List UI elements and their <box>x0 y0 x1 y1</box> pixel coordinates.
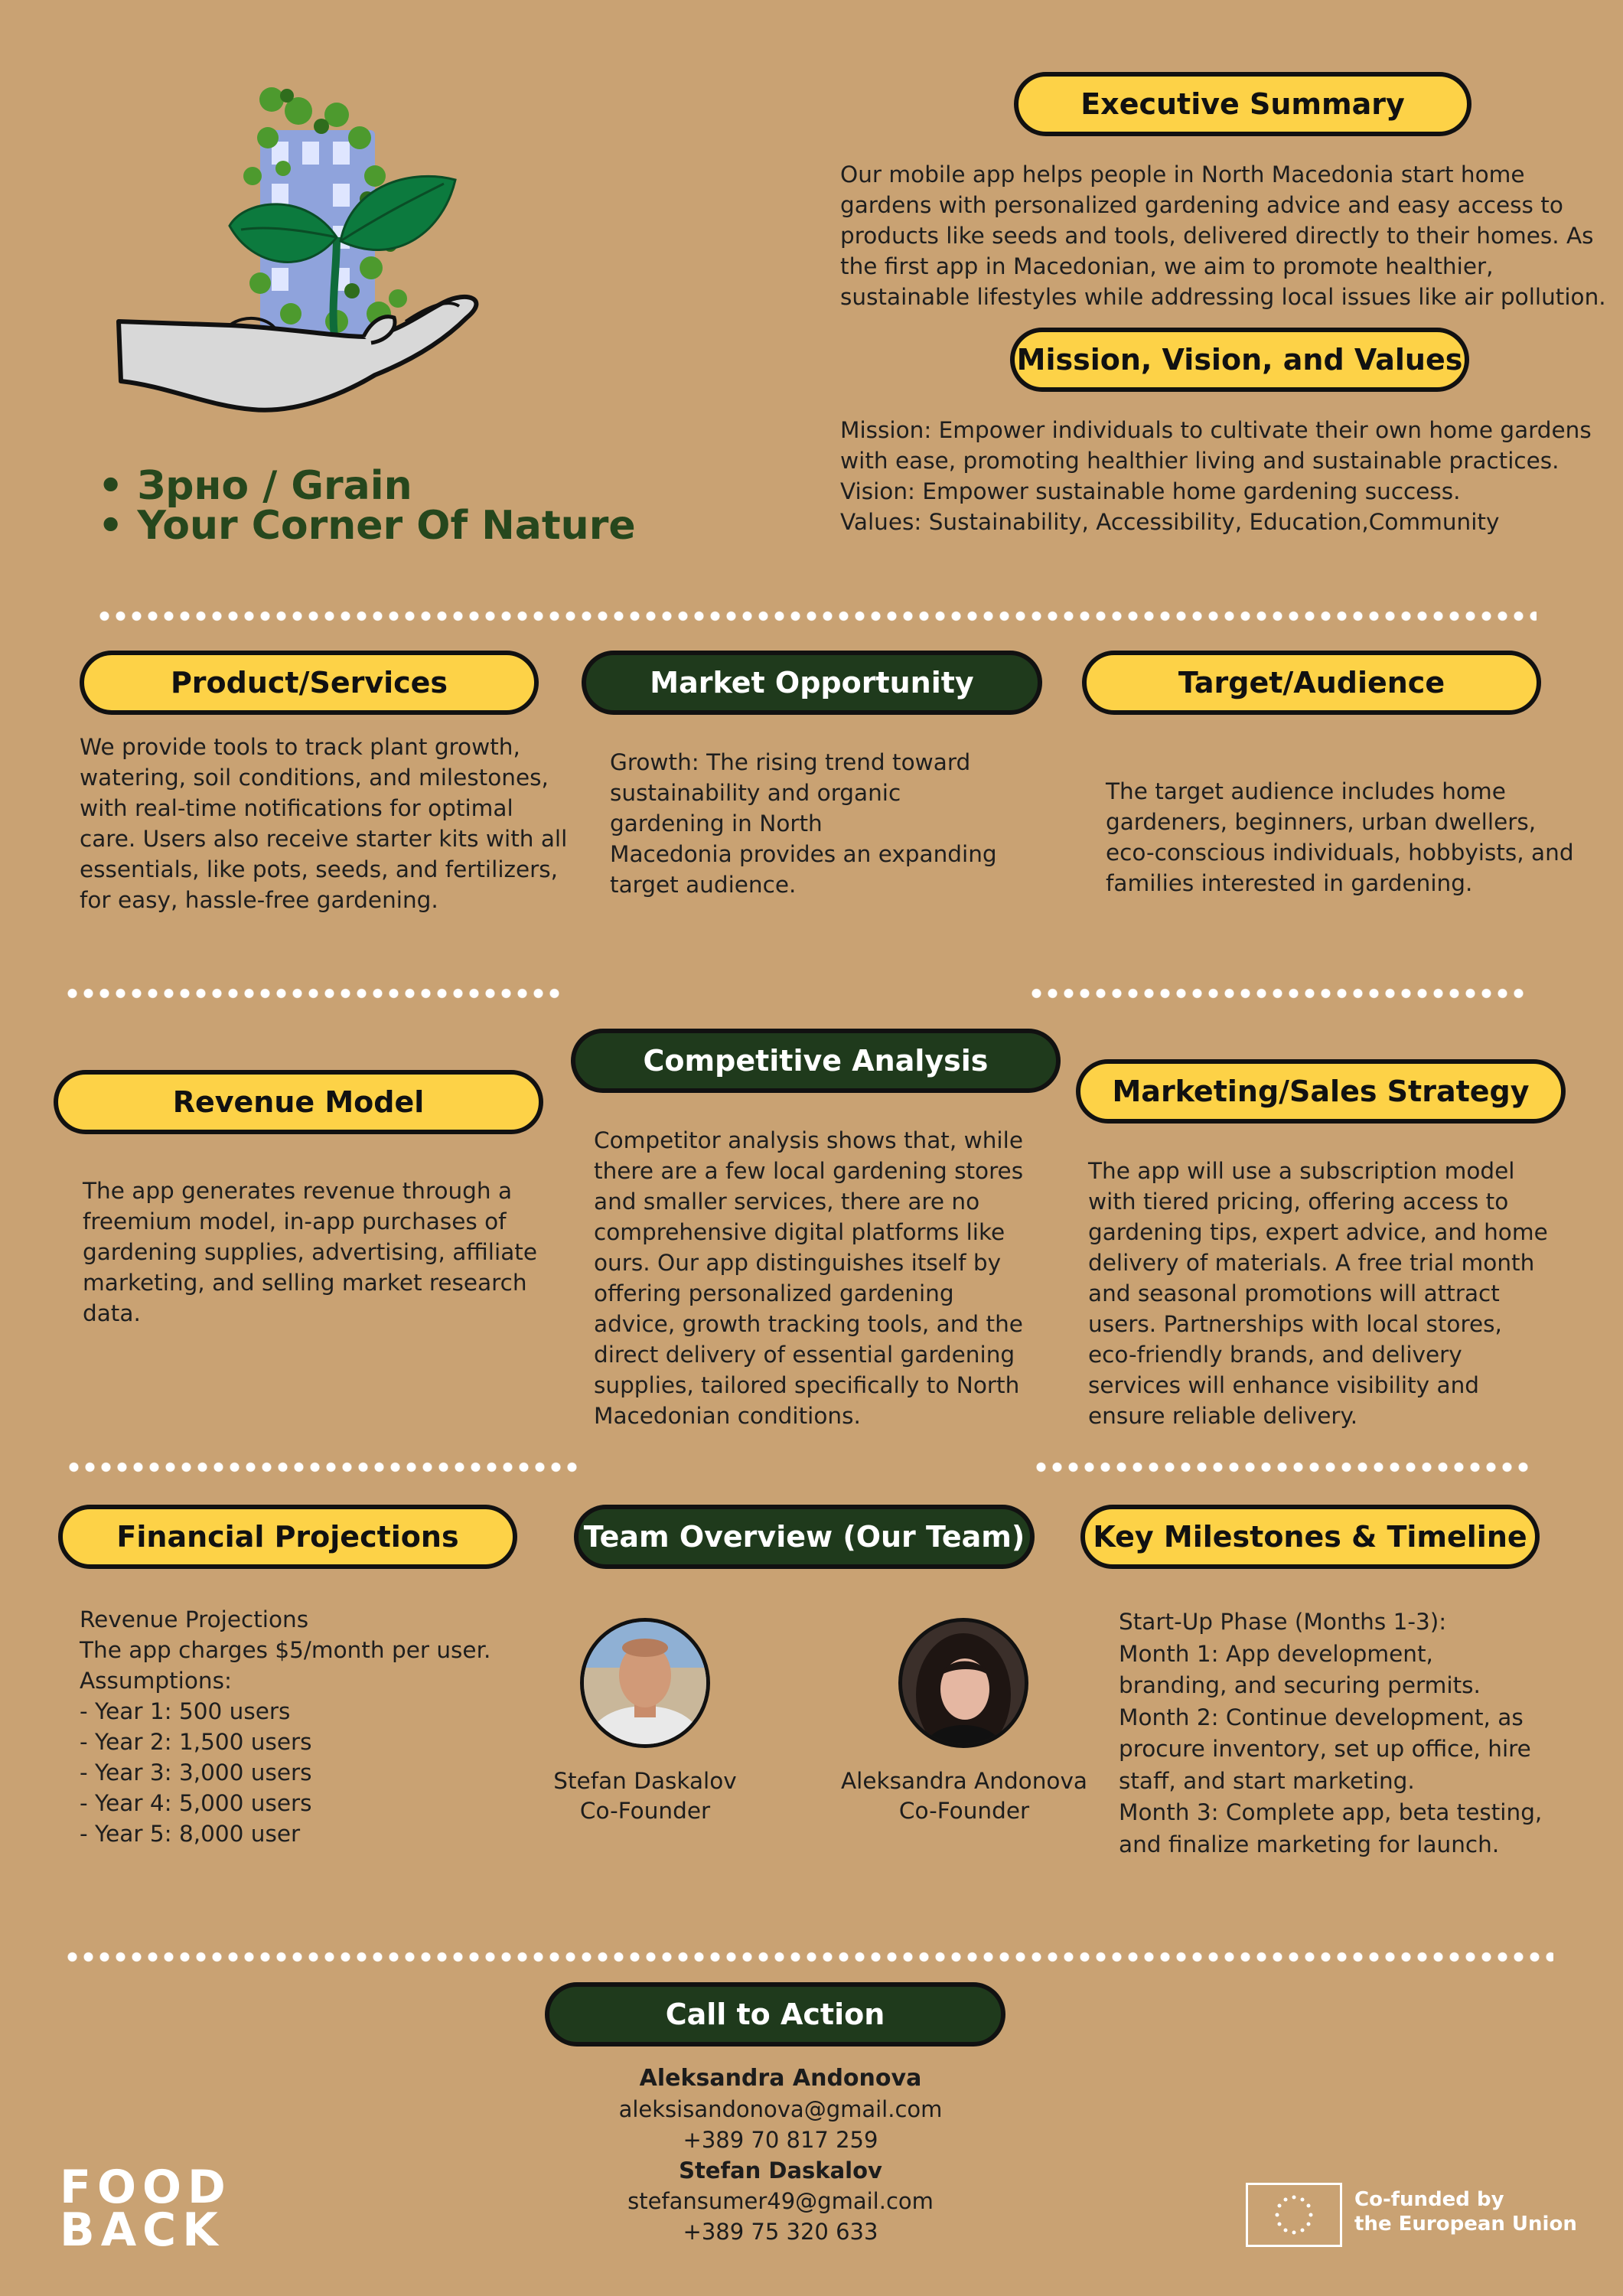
key-milestones-heading: Key Milestones & Timeline <box>1080 1505 1540 1569</box>
foodback-logo: FOOD BACK <box>60 2161 232 2257</box>
team-overview-heading: Team Overview (Our Team) <box>574 1505 1035 1569</box>
marketing-sales-text: The app will use a subscription model with tiered pricing, offering access to gardening tips, expert advice, and home delivery of materials. A free trial month and seasonal promotions will attract users. Partnerships with local stores, eco-friendly brands, and delivery services will enhance visibility and ensure reliable delivery. <box>1088 1158 1548 1429</box>
dotted-separator <box>96 611 1537 621</box>
contact-name: Stefan Daskalov <box>679 2157 882 2183</box>
executive-summary-heading: Executive Summary <box>1014 72 1471 136</box>
brand-tagline-line2: • Your Corner Of Nature <box>98 503 636 549</box>
team-member-avatar <box>898 1618 1028 1748</box>
revenue-model-heading: Revenue Model <box>54 1070 543 1134</box>
contact-email[interactable]: stefansumer49@gmail.com <box>627 2188 934 2214</box>
financial-projections-heading: Financial Projections <box>58 1505 517 1569</box>
market-opportunity-text: Growth: The rising trend toward sustainability and organic gardening in North Macedonia provides an expanding target audience. <box>610 749 997 898</box>
competitive-analysis-heading: Competitive Analysis <box>571 1029 1061 1093</box>
marketing-sales-heading: Marketing/Sales Strategy <box>1076 1059 1566 1124</box>
executive-summary-text: Our mobile app helps people in North Macedonia start home gardens with personalized gardening advice and easy access to products like seeds and tools, delivered directly to their homes. As the first app in Macedonian, we aim to promote healthier, sustainable lifestyles while addressing local issues like air pollution. <box>840 161 1606 310</box>
team-member-caption: Stefan Daskalov Co-Founder <box>553 1768 737 1824</box>
key-milestones-text: Start-Up Phase (Months 1-3): Month 1: App development, branding, and securing permits. Month 2: Continue development, as procure inventory, set up office, hire staff, and start marketing. Month 3: Complete app, beta testing, and finalize marketing for launch. <box>1119 1609 1543 1857</box>
eu-flag-icon <box>1246 2183 1342 2247</box>
dotted-separator <box>1033 1462 1532 1473</box>
contact-email[interactable]: aleksisandonova@gmail.com <box>618 2096 943 2122</box>
contact-name: Aleksandra Andonova <box>639 2065 922 2092</box>
call-to-action-heading: Call to Action <box>545 1982 1005 2047</box>
dotted-separator <box>1028 988 1529 999</box>
contact-phone[interactable]: +389 70 817 259 <box>683 2127 878 2153</box>
eu-cofunded-text: Co-funded by the European Union <box>1354 2188 1577 2236</box>
competitive-analysis-text: Competitor analysis shows that, while there are a few local gardening stores and smaller services, there are no comprehensive digital platforms like ours. Our app distinguishes itself by offering personalized gardening advice, growth tracking tools, and the direct delivery of essential gardening supplies, tailored specifically to North Macedonian conditions. <box>594 1127 1024 1429</box>
dotted-separator <box>64 988 562 999</box>
dotted-separator <box>66 1462 580 1473</box>
contact-phone[interactable]: +389 75 320 633 <box>683 2219 878 2245</box>
team-member-caption: Aleksandra Andonova Co-Founder <box>841 1768 1087 1824</box>
brand-tagline-line1: • Зрно / Grain <box>98 463 412 509</box>
product-services-heading: Product/Services <box>80 651 539 715</box>
target-audience-heading: Target/Audience <box>1082 651 1541 715</box>
product-services-text: We provide tools to track plant growth, watering, soil conditions, and milestones, with real-time notifications for optimal care. Users also receive starter kits with all essentials, like pots, seeds, and fertilizers, for easy, hassle-free gardening. <box>80 734 568 913</box>
contact-block <box>474 2063 1087 2247</box>
team-member-avatar <box>580 1618 710 1748</box>
dotted-separator <box>64 1952 1553 1962</box>
revenue-model-text: The app generates revenue through a freemium model, in-app purchases of gardening supplies, advertising, affiliate marketing, and selling market research data. <box>83 1178 537 1326</box>
mission-vision-values-heading: Mission, Vision, and Values <box>1010 328 1469 392</box>
hand-plant-illustration <box>107 84 536 459</box>
mission-vision-values-text: Mission: Empower individuals to cultivate their own home gardens with ease, promoting healthier living and sustainable practices. Vision: Empower sustainable home gardening success. Values: Sustainability, Accessibility, Education,Community <box>840 417 1592 535</box>
financial-projections-text: Revenue Projections The app charges $5/month per user. Assumptions: - Year 1: 500 users - Year 2: 1,500 users - Year 3: 3,000 users - Year 4: 5,000 users - Year 5: 8,000 user <box>80 1606 491 1847</box>
market-opportunity-heading: Market Opportunity <box>582 651 1042 715</box>
target-audience-text: The target audience includes home gardeners, beginners, urban dwellers, eco-conscious individuals, hobbyists, and families interested in gardening. <box>1106 778 1574 896</box>
